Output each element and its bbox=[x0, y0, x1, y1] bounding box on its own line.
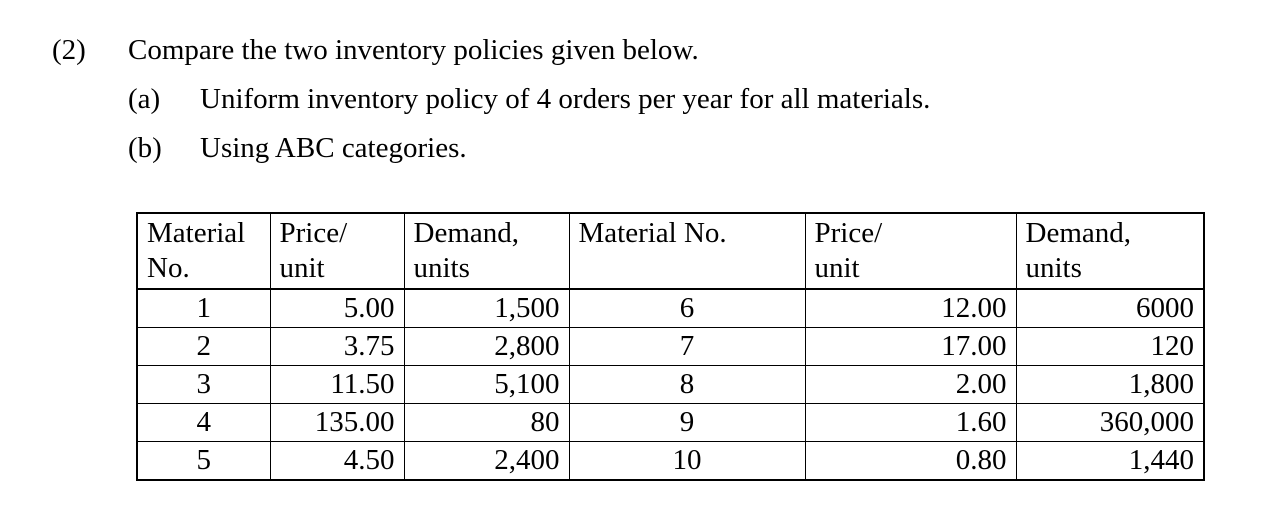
header-text: No. bbox=[147, 252, 190, 284]
part-a-label: (a) bbox=[128, 83, 161, 115]
header-text: unit bbox=[814, 252, 860, 284]
cell-material-no: 9 bbox=[569, 404, 805, 442]
table-row bbox=[137, 289, 1204, 328]
header-text: Demand, bbox=[1025, 217, 1131, 249]
cell-material-no: 8 bbox=[569, 366, 805, 404]
cell-material-no: 1 bbox=[137, 289, 270, 328]
cell-price: 1.60 bbox=[805, 404, 1016, 442]
cell-material-no: 3 bbox=[137, 366, 270, 404]
cell-material-no: 10 bbox=[569, 442, 805, 481]
part-a-text: Uniform inventory policy of 4 orders per year for all materials. bbox=[200, 83, 931, 115]
table-row bbox=[137, 442, 1204, 481]
header-text: Demand, bbox=[413, 217, 519, 249]
header-demand-1 bbox=[404, 213, 569, 289]
cell-demand: 1,800 bbox=[1016, 366, 1204, 404]
table-row bbox=[137, 404, 1204, 442]
table-row bbox=[137, 328, 1204, 366]
cell-price: 0.80 bbox=[805, 442, 1016, 481]
header-material-no-2 bbox=[569, 213, 805, 289]
cell-demand: 2,400 bbox=[404, 442, 569, 481]
cell-demand: 1,500 bbox=[404, 289, 569, 328]
cell-demand: 1,440 bbox=[1016, 442, 1204, 481]
cell-demand: 2,800 bbox=[404, 328, 569, 366]
cell-material-no: 7 bbox=[569, 328, 805, 366]
cell-price: 4.50 bbox=[270, 442, 404, 481]
cell-demand: 120 bbox=[1016, 328, 1204, 366]
cell-price: 2.00 bbox=[805, 366, 1016, 404]
cell-price: 5.00 bbox=[270, 289, 404, 328]
table-row bbox=[137, 366, 1204, 404]
part-b-label: (b) bbox=[128, 132, 162, 164]
cell-price: 135.00 bbox=[270, 404, 404, 442]
cell-material-no: 2 bbox=[137, 328, 270, 366]
header-material-no-1 bbox=[137, 213, 270, 289]
table-header-row bbox=[137, 213, 1204, 289]
cell-demand: 80 bbox=[404, 404, 569, 442]
header-demand-2 bbox=[1016, 213, 1204, 289]
cell-demand: 5,100 bbox=[404, 366, 569, 404]
cell-price: 12.00 bbox=[805, 289, 1016, 328]
cell-demand: 360,000 bbox=[1016, 404, 1204, 442]
header-text: units bbox=[413, 252, 470, 284]
cell-price: 11.50 bbox=[270, 366, 404, 404]
header-text: Price/ bbox=[279, 217, 348, 249]
question-text: Compare the two inventory policies given below. bbox=[128, 34, 699, 66]
cell-material-no: 5 bbox=[137, 442, 270, 481]
cell-material-no: 4 bbox=[137, 404, 270, 442]
cell-demand: 6000 bbox=[1016, 289, 1204, 328]
header-text: units bbox=[1025, 252, 1082, 284]
part-b-text: Using ABC categories. bbox=[200, 132, 467, 164]
cell-material-no: 6 bbox=[569, 289, 805, 328]
header-text: Material No. bbox=[578, 217, 727, 249]
header-text: Price/ bbox=[814, 217, 883, 249]
question-number: (2) bbox=[52, 34, 86, 66]
cell-price: 17.00 bbox=[805, 328, 1016, 366]
header-text: Material bbox=[147, 217, 246, 249]
header-text: unit bbox=[279, 252, 325, 284]
header-price-2 bbox=[805, 213, 1016, 289]
header-price-1 bbox=[270, 213, 404, 289]
materials-table bbox=[136, 212, 1205, 481]
cell-price: 3.75 bbox=[270, 328, 404, 366]
